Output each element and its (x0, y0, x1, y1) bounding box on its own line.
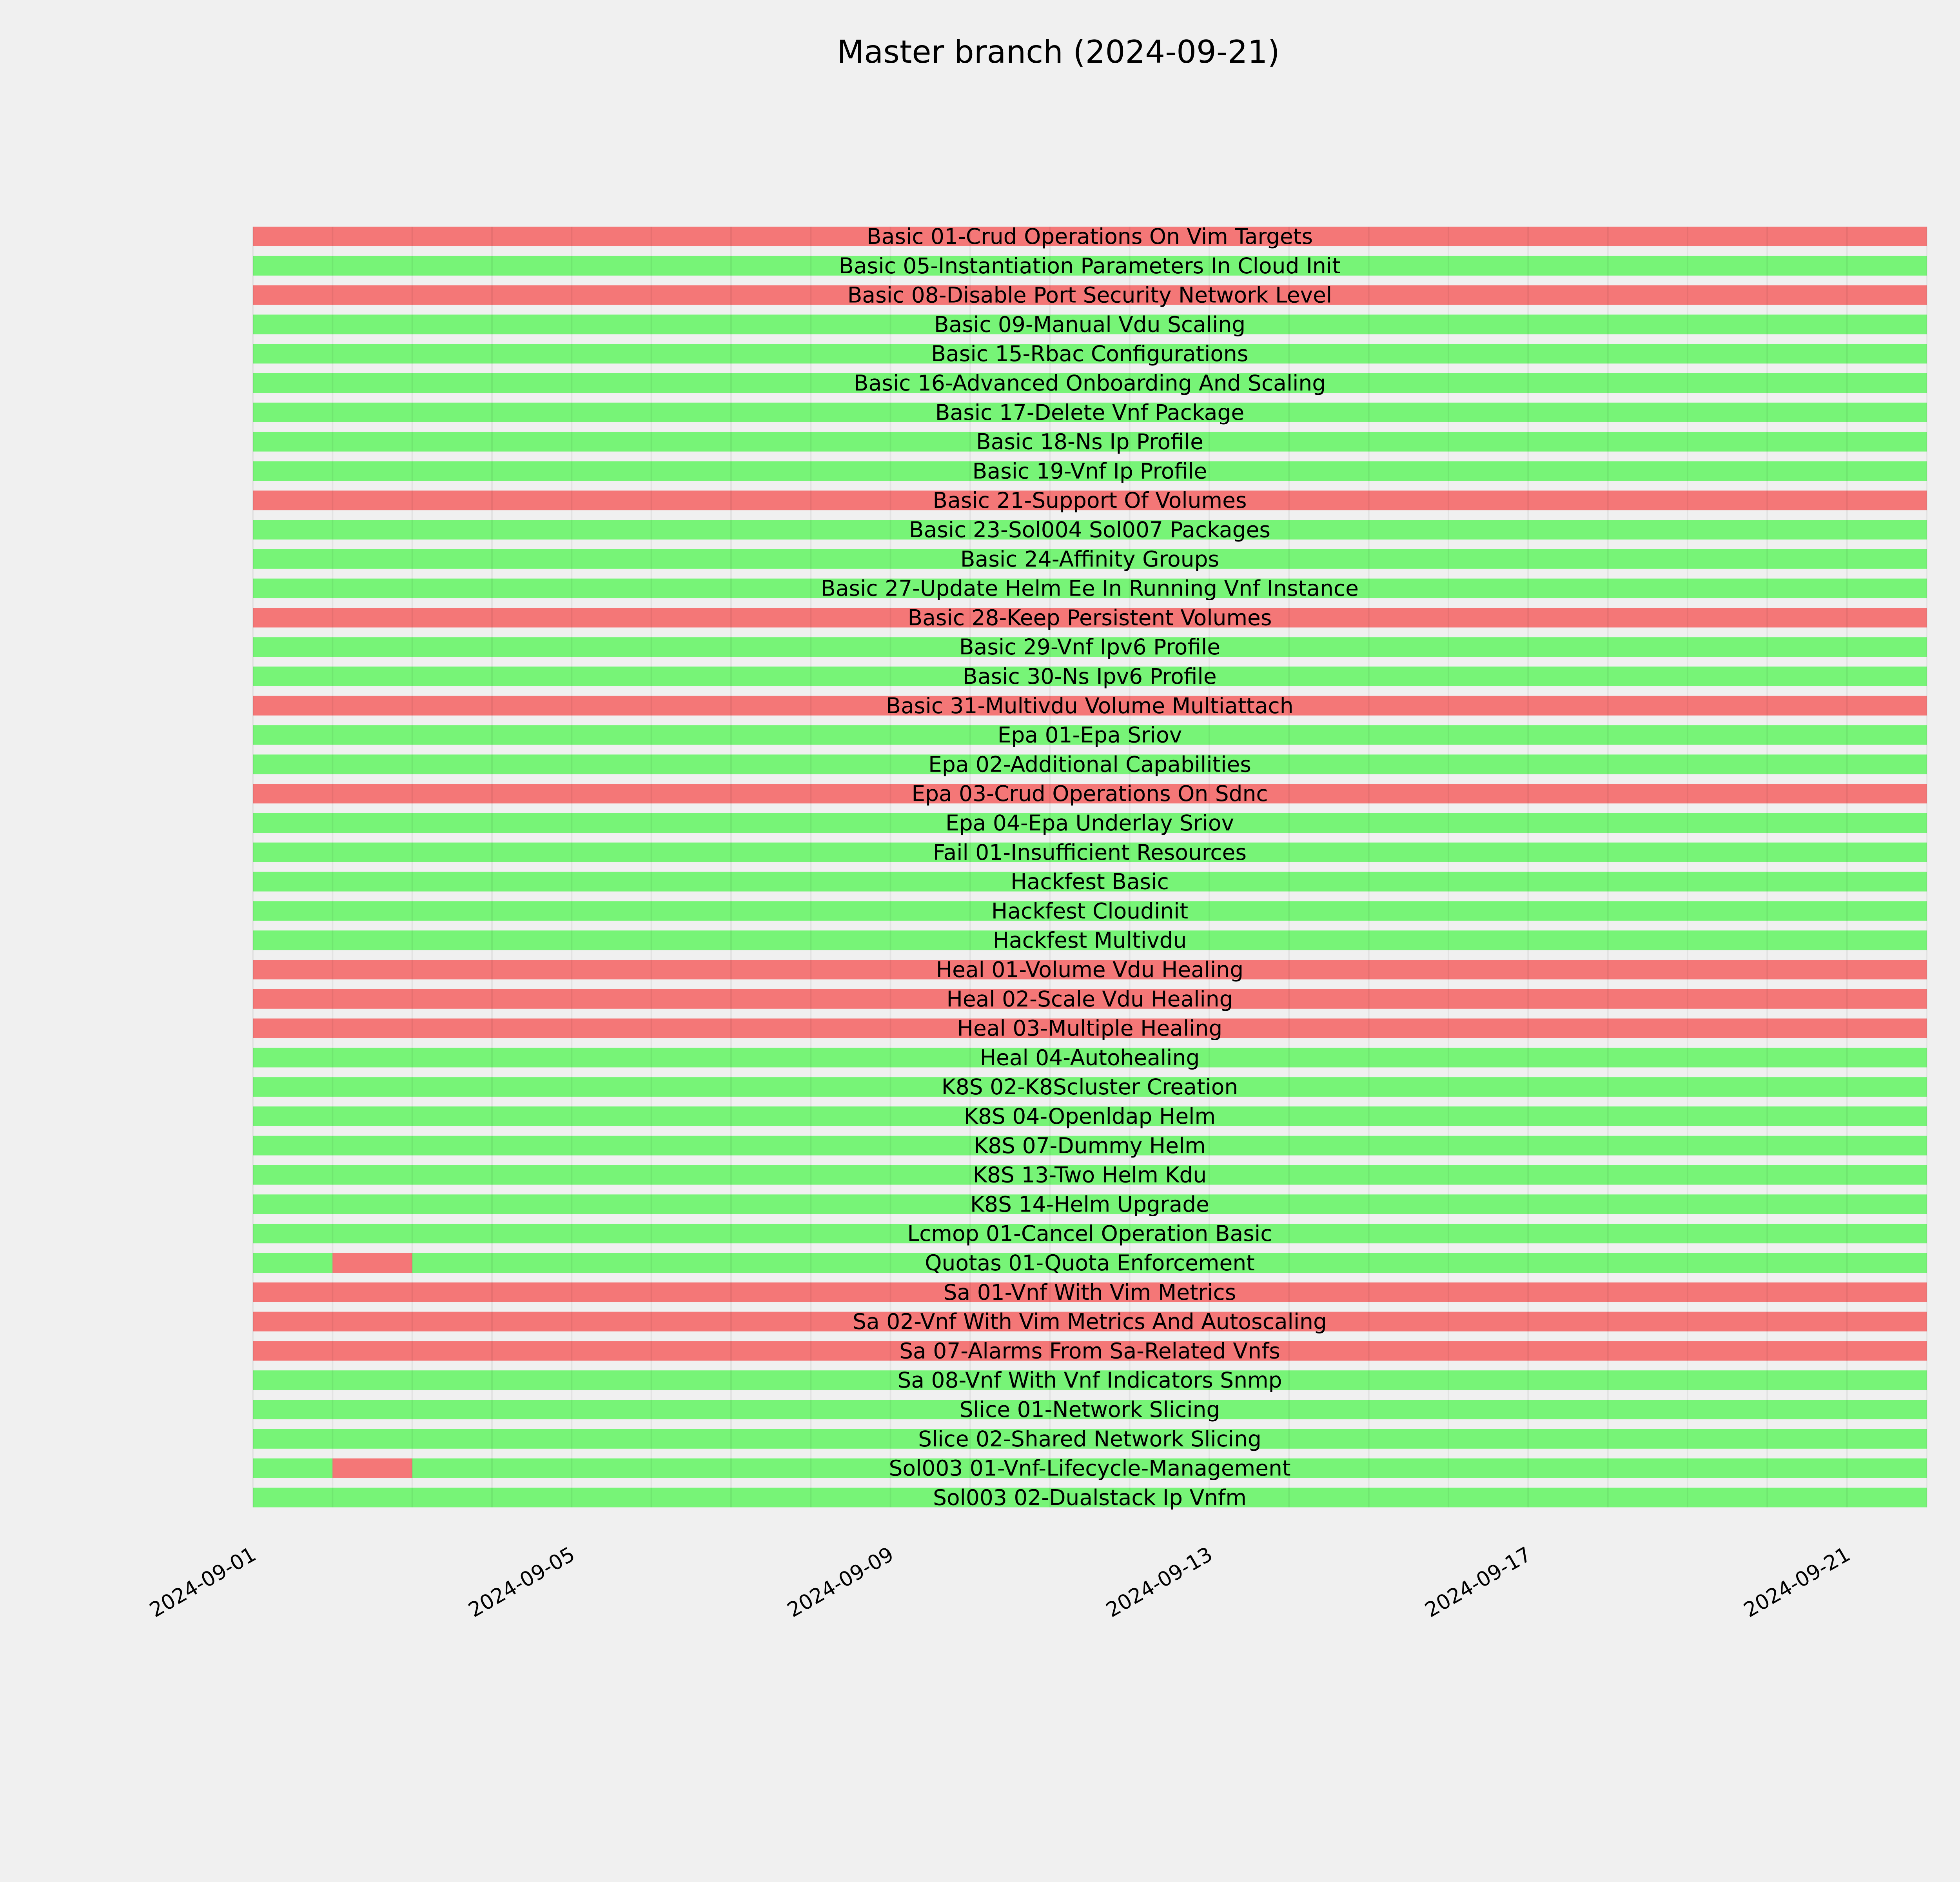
row-label: Basic 15-Rbac Configurations (931, 341, 1249, 367)
row-label: Basic 17-Delete Vnf Package (935, 400, 1245, 425)
row-label: Basic 09-Manual Vdu Scaling (934, 312, 1246, 337)
row-label: Heal 03-Multiple Healing (957, 1015, 1223, 1041)
x-tick-label: 2024-09-17 (1421, 1542, 1535, 1622)
row-label: Basic 30-Ns Ipv6 Profile (963, 664, 1217, 689)
chart-title: Master branch (2024-09-21) (837, 34, 1280, 70)
row-label: Basic 19-Vnf Ip Profile (972, 458, 1207, 484)
x-tick-label: 2024-09-01 (145, 1542, 260, 1622)
row-label: Basic 24-Affinity Groups (960, 546, 1220, 572)
row-label: Sa 02-Vnf With Vim Metrics And Autoscaling (853, 1309, 1327, 1334)
row-label: Heal 04-Autohealing (980, 1045, 1200, 1070)
row-label: Basic 21-Support Of Volumes (933, 488, 1247, 513)
row-label: Sol003 02-Dualstack Ip Vnfm (933, 1485, 1247, 1510)
row-label: Hackfest Multivdu (993, 928, 1187, 953)
x-tick-label: 2024-09-09 (783, 1542, 898, 1622)
row-label: Basic 05-Instantiation Parameters In Cloud Init (839, 253, 1341, 278)
row-label: Fail 01-Insufficient Resources (933, 839, 1247, 865)
row-label: Lcmop 01-Cancel Operation Basic (907, 1221, 1272, 1246)
row-label: Sa 01-Vnf With Vim Metrics (943, 1279, 1236, 1305)
row-label: Basic 18-Ns Ip Profile (976, 429, 1203, 454)
row-label: Basic 01-Crud Operations On Vim Targets (866, 224, 1313, 249)
row-label: Heal 01-Volume Vdu Healing (936, 957, 1244, 982)
row-label: Basic 23-Sol004 Sol007 Packages (909, 517, 1271, 542)
row-label: Epa 04-Epa Underlay Sriov (945, 810, 1234, 836)
row-label: Basic 27-Update Helm Ee In Running Vnf Instance (821, 576, 1359, 601)
row-label: Hackfest Basic (1011, 869, 1169, 894)
row-label: Epa 01-Epa Sriov (997, 722, 1182, 748)
bar-segment-fail (332, 1459, 412, 1478)
row-label: Epa 03-Crud Operations On Sdnc (911, 781, 1268, 807)
row-label: K8S 13-Two Helm Kdu (973, 1162, 1207, 1188)
row-label: K8S 04-Openldap Helm (964, 1104, 1216, 1129)
row-label: Epa 02-Additional Capabilities (928, 752, 1251, 777)
bar-segment-pass (253, 1253, 332, 1273)
x-tick-label: 2024-09-13 (1102, 1542, 1217, 1622)
row-label: Slice 02-Shared Network Slicing (918, 1426, 1261, 1451)
bar-segment-pass (253, 1459, 332, 1478)
row-label: Sol003 01-Vnf-Lifecycle-Management (889, 1455, 1291, 1481)
row-label: Basic 08-Disable Port Security Network Level (847, 282, 1332, 308)
x-tick-label: 2024-09-21 (1740, 1542, 1855, 1622)
row-label: Sa 08-Vnf With Vnf Indicators Snmp (897, 1368, 1282, 1393)
bar-segment-fail (332, 1253, 412, 1273)
row-label: Quotas 01-Quota Enforcement (925, 1250, 1255, 1275)
row-label: Hackfest Cloudinit (991, 898, 1189, 924)
row-label: Basic 29-Vnf Ipv6 Profile (959, 634, 1221, 660)
row-label: K8S 02-K8Scluster Creation (941, 1074, 1238, 1100)
x-axis-ticks (146, 1542, 1854, 1622)
row-label: K8S 14-Helm Upgrade (970, 1192, 1209, 1217)
row-label: Sa 07-Alarms From Sa-Related Vnfs (899, 1338, 1280, 1364)
row-label: Basic 28-Keep Persistent Volumes (907, 605, 1272, 630)
row-label: Slice 01-Network Slicing (959, 1397, 1220, 1422)
row-label: Basic 31-Multivdu Volume Multiattach (886, 693, 1294, 718)
row-label: Basic 16-Advanced Onboarding And Scaling (853, 371, 1326, 396)
row-label: Heal 02-Scale Vdu Healing (946, 986, 1233, 1012)
row-label: K8S 07-Dummy Helm (974, 1133, 1206, 1158)
x-tick-label: 2024-09-05 (465, 1542, 579, 1622)
